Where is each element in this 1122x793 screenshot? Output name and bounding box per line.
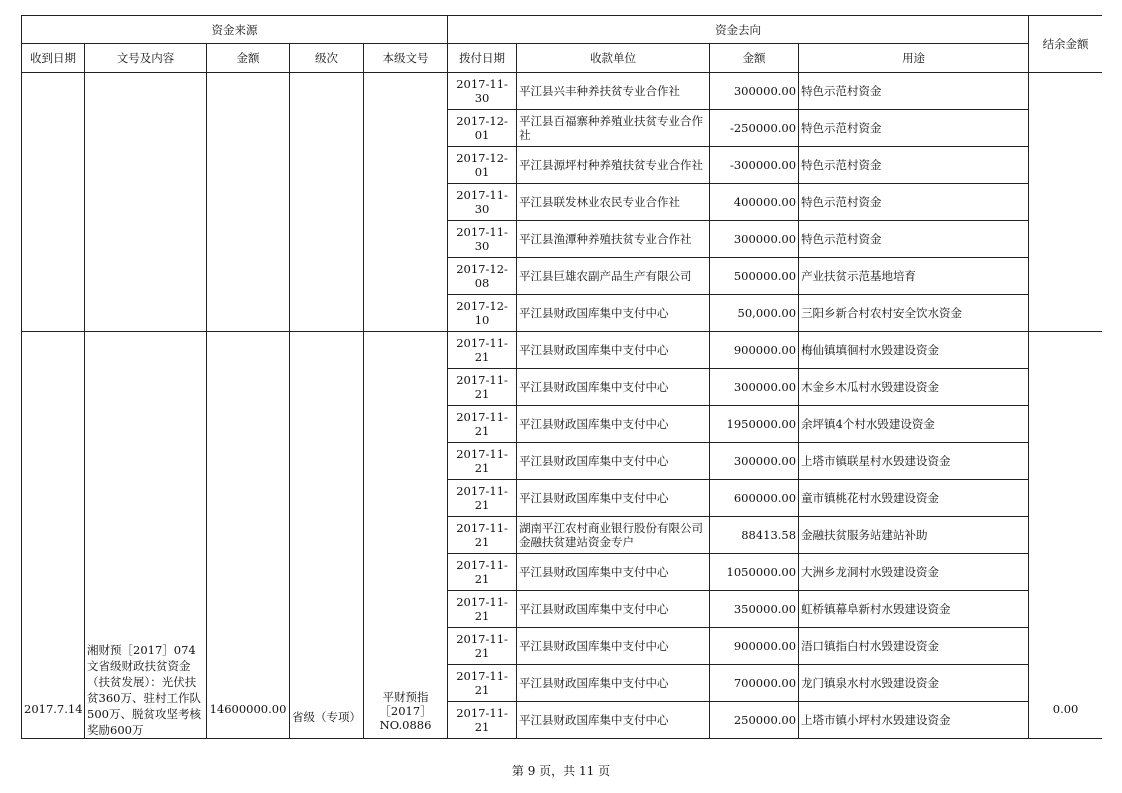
pay-amount-cell: 700000.00 — [710, 665, 799, 702]
purpose-cell: 童市镇桃花村水毁建设资金 — [799, 480, 1029, 517]
purpose-cell: 金融扶贫服务站建站补助 — [799, 517, 1029, 554]
received-date-cell: 2017.7.14 — [22, 332, 85, 739]
pay-amount-cell: 300000.00 — [710, 443, 799, 480]
col-payee: 收款单位 — [517, 44, 710, 73]
pay-date-cell: 2017-11-21 — [448, 480, 517, 517]
page-footer — [0, 762, 1122, 779]
pay-date-cell: 2017-11-21 — [448, 332, 517, 369]
s1-balance — [1029, 73, 1102, 332]
balance-cell: 0.00 — [1029, 332, 1102, 739]
pay-amount-cell: 88413.58 — [710, 517, 799, 554]
payee-cell: 平江县财政国库集中支付中心 — [517, 554, 710, 591]
purpose-cell: 余坪镇4个村水毁建设资金 — [799, 406, 1029, 443]
payee-cell: 平江县财政国库集中支付中心 — [517, 480, 710, 517]
pay-amount-cell: 400000.00 — [710, 184, 799, 221]
pay-date-cell: 2017-12-10 — [448, 295, 517, 332]
doc-content-cell: 湘财预［2017］074文省级财政扶贫资金（扶贫发展）：光伏扶贫360万、驻村工作队500万、脱贫攻坚考核奖励600万 — [85, 332, 207, 739]
local-doc-cell: 平财预指［2017］NO.0886 — [364, 332, 448, 739]
col-pay-amount: 金额 — [710, 44, 799, 73]
pay-date-cell: 2017-11-30 — [448, 221, 517, 258]
s1-doc-content — [85, 73, 207, 332]
payee-cell: 平江县财政国库集中支付中心 — [517, 406, 710, 443]
purpose-cell: 大洲乡龙洞村水毁建设资金 — [799, 554, 1029, 591]
purpose-cell: 上塔市镇联星村水毁建设资金 — [799, 443, 1029, 480]
payee-cell: 平江县渔潭种养殖扶贫专业合作社 — [517, 221, 710, 258]
payee-cell: 平江县源坪村种养殖扶贫专业合作社 — [517, 147, 710, 184]
purpose-cell: 特色示范村资金 — [799, 147, 1029, 184]
fund-ledger-sheet — [21, 15, 1102, 743]
pay-date-cell: 2017-12-01 — [448, 147, 517, 184]
s1-amount — [207, 73, 290, 332]
table-row — [22, 332, 1103, 369]
dest-group-header: 资金去向 — [448, 16, 1029, 44]
purpose-cell: 特色示范村资金 — [799, 221, 1029, 258]
pay-date-cell: 2017-11-21 — [448, 369, 517, 406]
pay-amount-cell: 600000.00 — [710, 480, 799, 517]
pay-date-cell: 2017-11-21 — [448, 591, 517, 628]
purpose-cell: 木金乡木瓜村水毁建设资金 — [799, 369, 1029, 406]
payee-cell: 平江县联发林业农民专业合作社 — [517, 184, 710, 221]
payee-cell: 平江县兴丰种养扶贫专业合作社 — [517, 73, 710, 110]
payee-cell: 平江县财政国库集中支付中心 — [517, 443, 710, 480]
purpose-cell: 产业扶贫示范基地培育 — [799, 258, 1029, 295]
pay-amount-cell: 350000.00 — [710, 591, 799, 628]
payee-cell: 湖南平江农村商业银行股份有限公司金融扶贫建站资金专户 — [517, 517, 710, 554]
pay-date-cell: 2017-11-21 — [448, 702, 517, 739]
pay-date-cell: 2017-11-30 — [448, 184, 517, 221]
purpose-cell: 特色示范村资金 — [799, 184, 1029, 221]
table-row — [22, 73, 1103, 110]
purpose-cell: 虹桥镇幕阜新村水毁建设资金 — [799, 591, 1029, 628]
pay-date-cell: 2017-11-21 — [448, 554, 517, 591]
pay-amount-cell: -250000.00 — [710, 110, 799, 147]
col-amount: 金额 — [207, 44, 290, 73]
pay-date-cell: 2017-11-21 — [448, 628, 517, 665]
source-amount-cell: 14600000.00 — [207, 332, 290, 739]
pay-date-cell: 2017-12-01 — [448, 110, 517, 147]
s1-level — [290, 73, 364, 332]
fund-ledger-table — [21, 15, 1102, 739]
payee-cell: 平江县财政国库集中支付中心 — [517, 369, 710, 406]
payee-cell: 平江县百福寨种养殖业扶贫专业合作社 — [517, 110, 710, 147]
source-group-header: 资金来源 — [22, 16, 448, 44]
pay-amount-cell: 1950000.00 — [710, 406, 799, 443]
pay-amount-cell: 300000.00 — [710, 73, 799, 110]
pay-amount-cell: 50,000.00 — [710, 295, 799, 332]
purpose-cell: 三阳乡新合村农村安全饮水资金 — [799, 295, 1029, 332]
payee-cell: 平江县财政国库集中支付中心 — [517, 665, 710, 702]
payee-cell: 平江县财政国库集中支付中心 — [517, 702, 710, 739]
pay-amount-cell: 900000.00 — [710, 332, 799, 369]
pay-date-cell: 2017-12-08 — [448, 258, 517, 295]
s1-local-doc — [364, 73, 448, 332]
purpose-cell: 龙门镇泉水村水毁建设资金 — [799, 665, 1029, 702]
balance-header: 结余金额 — [1029, 16, 1102, 73]
payee-cell: 平江县财政国库集中支付中心 — [517, 628, 710, 665]
col-local-doc: 本级文号 — [364, 44, 448, 73]
column-header-row — [22, 44, 1103, 73]
col-purpose: 用途 — [799, 44, 1029, 73]
payee-cell: 平江县财政国库集中支付中心 — [517, 295, 710, 332]
page-number: 第 9 页，共 11 页 — [511, 764, 611, 778]
purpose-cell: 上塔市镇小坪村水毁建设资金 — [799, 702, 1029, 739]
pay-date-cell: 2017-11-21 — [448, 517, 517, 554]
pay-date-cell: 2017-11-30 — [448, 73, 517, 110]
payee-cell: 平江县财政国库集中支付中心 — [517, 591, 710, 628]
group-header-row — [22, 16, 1103, 44]
level-cell: 省级（专项） — [290, 332, 364, 739]
payee-cell: 平江县巨雄农副产品生产有限公司 — [517, 258, 710, 295]
pay-date-cell: 2017-11-21 — [448, 443, 517, 480]
pay-amount-cell: 250000.00 — [710, 702, 799, 739]
pay-date-cell: 2017-11-21 — [448, 406, 517, 443]
pay-amount-cell: 300000.00 — [710, 221, 799, 258]
col-received-date: 收到日期 — [22, 44, 85, 73]
pay-amount-cell: 900000.00 — [710, 628, 799, 665]
col-doc-content: 文号及内容 — [85, 44, 207, 73]
pay-amount-cell: 300000.00 — [710, 369, 799, 406]
pay-amount-cell: 500000.00 — [710, 258, 799, 295]
purpose-cell: 浯口镇指白村水毁建设资金 — [799, 628, 1029, 665]
purpose-cell: 特色示范村资金 — [799, 110, 1029, 147]
purpose-cell: 梅仙镇填徊村水毁建设资金 — [799, 332, 1029, 369]
purpose-cell: 特色示范村资金 — [799, 73, 1029, 110]
pay-amount-cell: 1050000.00 — [710, 554, 799, 591]
payee-cell: 平江县财政国库集中支付中心 — [517, 332, 710, 369]
pay-date-cell: 2017-11-21 — [448, 665, 517, 702]
pay-amount-cell: -300000.00 — [710, 147, 799, 184]
s1-received-date — [22, 73, 85, 332]
col-pay-date: 拨付日期 — [448, 44, 517, 73]
col-level: 级次 — [290, 44, 364, 73]
